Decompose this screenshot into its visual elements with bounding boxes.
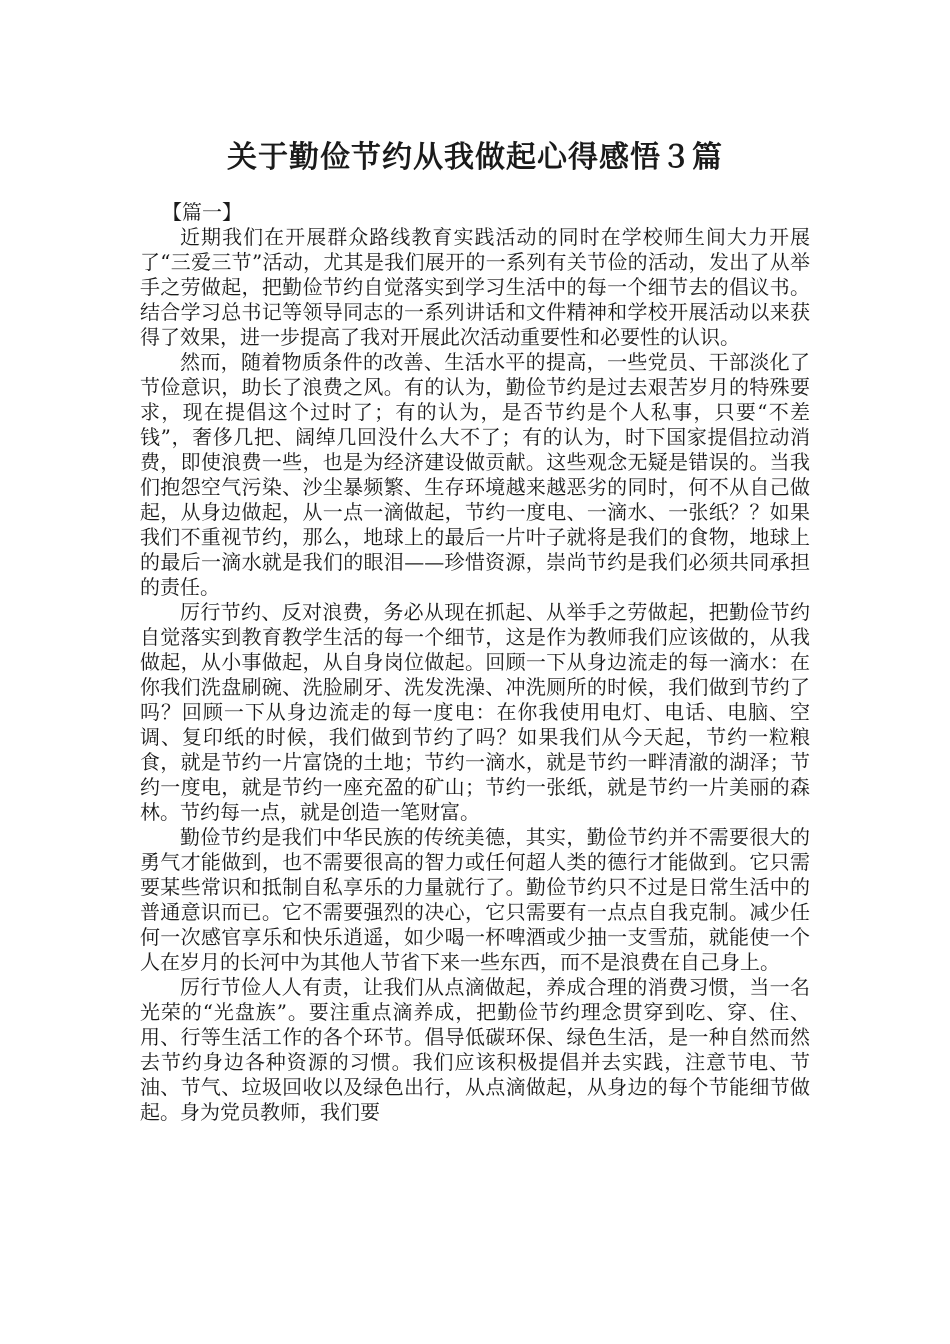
paragraph-2: 然而，随着物质条件的改善、生活水平的提高，一些党员、干部淡化了节俭意识，助长了浪费之风。有的认为，勤俭节约是过去艰苦岁月的特殊要求，现在提倡这个过时了；有的认为，是否节约是个人私事，只要“不差钱”，奢侈几把、阔绰几回没什么大不了；有的认为，时下国家提倡拉动消费，即使浪费一些，也是为经济建设做贡献。这些观念无疑是错误的。当我们抱怨空气污染、沙尘暴频繁、生存环境越来越恶劣的同时，何不从自己做起，从身边做起，从一点一滴做起，节约一度电、一滴水、一张纸？？如果我们不重视节约，那么，地球上的最后一片叶子就将是我们的食物，地球上的最后一滴水就是我们的眼泪——珍惜资源，崇尚节约是我们必须共同承担的责任。 (140, 350, 810, 599)
section-label: 【篇一】 (162, 200, 242, 224)
document-body (140, 200, 810, 1125)
paragraph-5: 厉行节俭人人有责，让我们从点滴做起，养成合理的消费习惯，当一名光荣的“光盘族”。要注重点滴养成，把勤俭节约理念贯穿到吃、穿、住、用、行等生活工作的各个环节。倡导低碳环保、绿色生活，是一种自然而然去节约身边各种资源的习惯。我们应该积极提倡并去实践，注意节电、节油、节气、垃圾回收以及绿色出行，从点滴做起，从身边的每个节能细节做起。身为党员教师，我们要 (140, 975, 810, 1124)
document-title: 关于勤俭节约从我做起心得感悟３篇 (227, 140, 723, 175)
paragraph-3: 厉行节约、反对浪费，务必从现在抓起、从举手之劳做起，把勤俭节约自觉落实到教育教学生活的每一个细节，这是作为教师我们应该做的，从我做起，从小事做起，从自身岗位做起。回顾一下从身边流走的每一滴水：在你我们洗盘刷碗、洗脸刷牙、洗发洗澡、冲洗厕所的时候，我们做到节约了吗？回顾一下从身边流走的每一度电：在你我使用电灯、电话、电脑、空调、复印纸的时候，我们做到节约了吗？如果我们从今天起，节约一粒粮食，就是节约一片富饶的土地；节约一滴水，就是节约一畔清澈的湖泽；节约一度电，就是节约一座充盈的矿山；节约一张纸，就是节约一片美丽的森林。节约每一点，就是创造一笔财富。 (140, 600, 810, 824)
paragraph-4: 勤俭节约是我们中华民族的传统美德，其实，勤俭节约并不需要很大的勇气才能做到，也不需要很高的智力或任何超人类的德行才能做到。它只需要某些常识和抵制自私享乐的力量就行了。勤俭节约只不过是日常生活中的普通意识而已。它不需要强烈的决心，它只需要有一点点自我克制。减少任何一次感官享乐和快乐逍遥，如少喝一杯啤酒或少抽一支雪茄，就能使一个人在岁月的长河中为其他人节省下来一些东西，而不是浪费在自己身上。 (140, 825, 810, 974)
paragraph-1: 近期我们在开展群众路线教育实践活动的同时在学校师生间大力开展了“三爱三节”活动，尤其是我们展开的一系列有关节俭的活动，发出了从举手之劳做起，把勤俭节约自觉落实到学习生活中的每一个细节去的倡议书。结合学习总书记等领导同志的一系列讲话和文件精神和学校开展活动以来获得了效果，进一步提高了我对开展此次活动重要性和必要性的认识。 (140, 225, 810, 349)
